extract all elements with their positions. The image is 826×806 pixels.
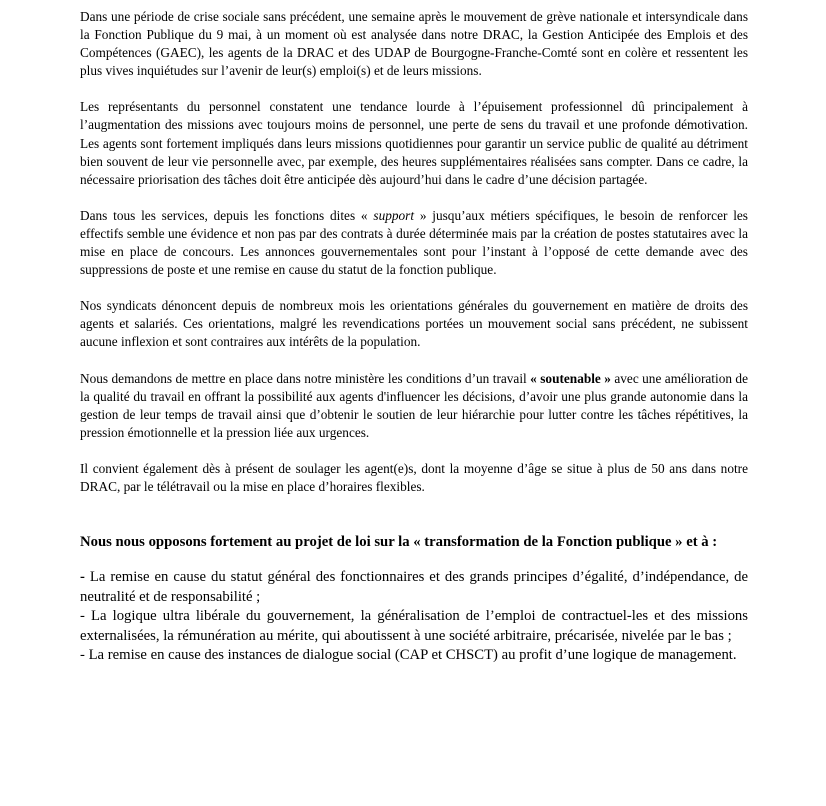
paragraph-telework: Il convient également dès à présent de soulager les agent(e)s, dont la moyenne d’âge se situe à plus de 50 ans dans notre DRAC, par le télétravail ou la mise en place d’horaires flexibles. — [80, 460, 748, 494]
list-item — [80, 646, 748, 666]
support-emphasis: support — [373, 207, 415, 223]
list-item — [80, 568, 748, 607]
list-item-text: La remise en cause des instances de dialogue social (CAP et CHSCT) au profit d’une logique de management. — [84, 647, 737, 664]
paragraph-staffing-end: » jusqu’aux métiers spécifiques, le besoin de renforcer les effectifs semble une évidence et non pas par des contrats à durée déterminée mais par la création de postes statutaires avec la mise en place de concours. Les annonces gouvernementales sont pour l’instant à l’opposé de cette demande avec des suppressions de poste et une remise en cause du statut de la fonction publique. — [80, 207, 748, 278]
paragraph-demands-end: avec une amélioration de la qualité du travail en offrant la possibilité aux agents d'influencer les décisions, d’avoir une plus grande autonomie dans la gestion de leur temps de travail ainsi que d’obtenir le soutien de leur hiérarchie pour lutter contre les tâches répétitives, la pression émotionnelle et la pression liée aux urgences. — [80, 370, 748, 440]
paragraph-demands — [80, 370, 748, 442]
document-page — [80, 8, 748, 666]
soutenable-bold: « soutenable » — [530, 370, 611, 386]
list-item-text: La remise en cause du statut général des fonctionnaires et des grands principes d’égalité, d’indépendance, de neutralité et de responsabilité ; — [80, 569, 748, 605]
list-dash-bold: - — [80, 569, 85, 586]
opposition-heading: Nous nous opposons fortement au projet de loi sur la « transformation de la Fonction publique » et à : — [80, 534, 718, 551]
list-item — [80, 607, 748, 646]
paragraph-burnout: Les représentants du personnel constatent une tendance lourde à l’épuisement professionnel dû principalement à l’augmentation des missions avec toujours moins de personnel, une perte de sens du travail et une profonde démotivation. Les agents sont fortement impliqués dans leurs missions quotidiennes pour garantir un service public de qualité au détriment bien souvent de leur vie personnelle avec, par exemple, des heures supplémentaires réalisées sans compter. Dans ce cadre, la nécessaire priorisation des tâches doit être anticipée dès aujourd’hui dans le cadre d’une décision partagée. — [80, 99, 748, 187]
paragraph-unions: Nos syndicats dénoncent depuis de nombreux mois les orientations générales du gouvernement en matière de droits des agents et salariés. Ces orientations, malgré les revendications portées un mouvement social sans précédent, ne subissent aucune inflexion et sont contraires aux intérêts de la population. — [80, 298, 748, 350]
list-dash: - — [80, 608, 85, 625]
paragraph-demands-start: Nous demandons de mettre en place dans notre ministère les conditions d’un travail — [80, 370, 531, 386]
list-item-text: La logique ultra libérale du gouvernement, la généralisation de l’emploi de contractuel-les et des missions externalisées, la rémunération au mérite, qui aboutissent à une société arbitraire, précarisée, nivelée par le bas ; — [80, 608, 748, 644]
paragraph-crisis-context: Dans une période de crise sociale sans précédent, une semaine après le mouvement de grève nationale et intersyndicale dans la Fonction Publique du 9 mai, à un moment où est analysée dans notre DRAC, la Gestion Anticipée des Emplois et des Compétences (GAEC), les agents de la DRAC et des UDAP de Bourgogne-Franche-Comté sont en colère et ressentent les plus vives inquiétudes sur l’avenir de leur(s) emploi(s) et de leurs missions. — [80, 9, 748, 79]
paragraph-staffing-start: Dans tous les services, depuis les fonctions dites « — [80, 207, 374, 223]
list-dash: - — [80, 647, 85, 664]
paragraph-staffing — [80, 207, 748, 279]
